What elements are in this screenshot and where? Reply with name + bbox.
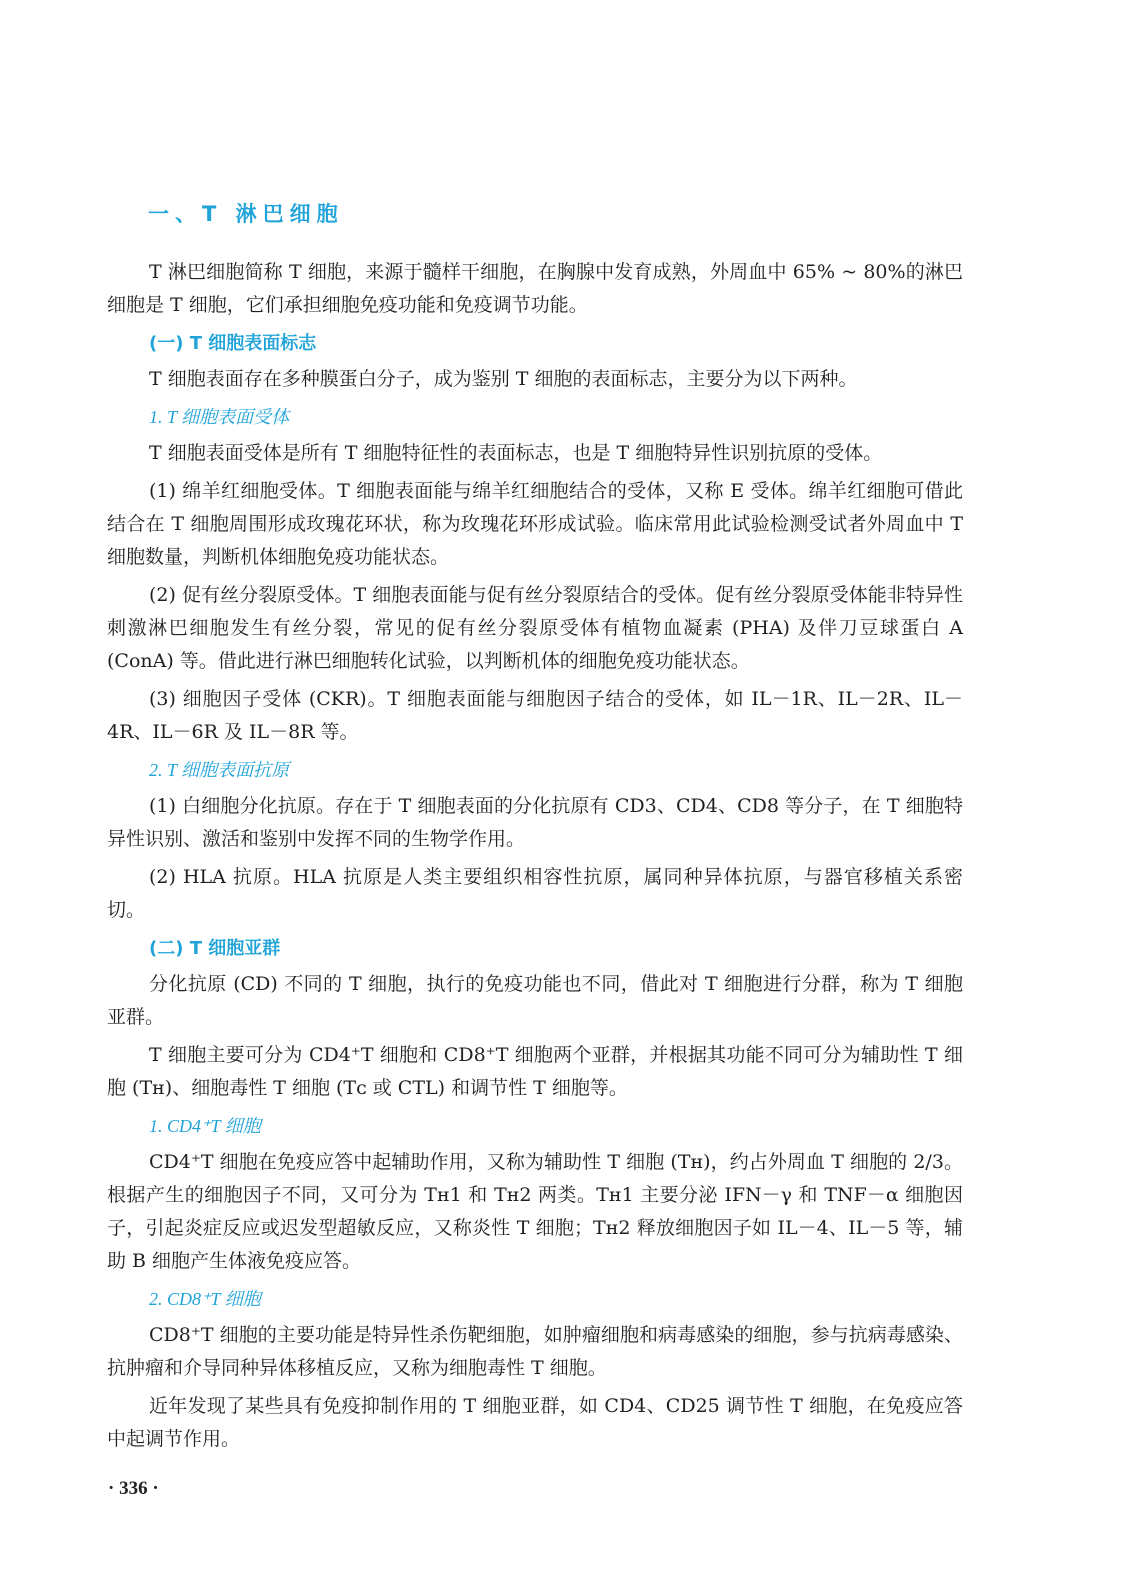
sub-subsection-heading: 2. CD8⁺T 细胞 — [149, 1289, 261, 1309]
paragraph: T 细胞表面存在多种膜蛋白分子，成为鉴别 T 细胞的表面标志，主要分为以下两种。 — [149, 368, 858, 390]
page-number: · 336 · — [108, 1478, 159, 1499]
paragraph: 近年发现了某些具有免疫抑制作用的 T 细胞亚群，如 CD4、CD25 调节性 T 细胞，在免疫应答中起调节作用。 — [107, 1395, 963, 1450]
sub-subsection-heading: 1. T 细胞表面受体 — [149, 407, 290, 427]
paragraph: CD4⁺T 细胞在免疫应答中起辅助作用，又称为辅助性 T 细胞 (Tʜ)，约占外周血 T 细胞的 2/3。根据产生的细胞因子不同，又可分为 Tʜ1 和 Tʜ2 两类。Tʜ1 主要分泌 IFN－γ 和 TNF－α 细胞因子，引起炎症反应或迟发型超敏反应，又称炎性 T 细胞；Tʜ2 释放细胞因子如 IL－4、IL－5 等，辅助 B 细胞产生体液免疫应答。 — [107, 1151, 963, 1272]
paragraph: (3) 细胞因子受体 (CKR)。T 细胞表面能与细胞因子结合的受体，如 IL－1R、IL－2R、IL－4R、IL－6R 及 IL－8R 等。 — [107, 688, 963, 743]
sub-subsection-heading: 2. T 细胞表面抗原 — [149, 760, 290, 780]
paragraph: (1) 白细胞分化抗原。存在于 T 细胞表面的分化抗原有 CD3、CD4、CD8 等分子，在 T 细胞特异性识别、激活和鉴别中发挥不同的生物学作用。 — [107, 795, 963, 850]
paragraph: (2) 促有丝分裂原受体。T 细胞表面能与促有丝分裂原结合的受体。促有丝分裂原受体能非特异性刺激淋巴细胞发生有丝分裂，常见的促有丝分裂原受体有植物血凝素 (PHA) 及伴刀豆球蛋白 A (ConA) 等。借此进行淋巴细胞转化试验，以判断机体的细胞免疫功能状态。 — [107, 584, 963, 672]
paragraph: T 细胞主要可分为 CD4⁺T 细胞和 CD8⁺T 细胞两个亚群，并根据其功能不同可分为辅助性 T 细胞 (Tʜ)、细胞毒性 T 细胞 (Tᴄ 或 CTL) 和调节性 T 细胞等。 — [107, 1044, 963, 1099]
paragraph: (2) HLA 抗原。HLA 抗原是人类主要组织相容性抗原，属同种异体抗原，与器官移植关系密切。 — [107, 866, 963, 921]
sub-subsection-heading: 1. CD4⁺T 细胞 — [149, 1116, 261, 1136]
subsection-heading: (二) T 细胞亚群 — [149, 938, 281, 959]
paragraph: T 淋巴细胞简称 T 细胞，来源于髓样干细胞，在胸腺中发育成熟，外周血中 65% ~ 80%的淋巴细胞是 T 细胞，它们承担细胞免疫功能和免疫调节功能。 — [107, 261, 963, 316]
body-text — [107, 256, 963, 1461]
paragraph: 分化抗原 (CD) 不同的 T 细胞，执行的免疫功能也不同，借此对 T 细胞进行分群，称为 T 细胞亚群。 — [107, 973, 963, 1028]
paragraph: (1) 绵羊红细胞受体。T 细胞表面能与绵羊红细胞结合的受体，又称 E 受体。绵羊红细胞可借此结合在 T 细胞周围形成玫瑰花环状，称为玫瑰花环形成试验。临床常用此试验检测受试者外周血中 T 细胞数量，判断机体细胞免疫功能状态。 — [107, 480, 963, 568]
paragraph: T 细胞表面受体是所有 T 细胞特征性的表面标志，也是 T 细胞特异性识别抗原的受体。 — [149, 442, 883, 464]
paragraph: CD8⁺T 细胞的主要功能是特异性杀伤靶细胞，如肿瘤细胞和病毒感染的细胞，参与抗病毒感染、抗肿瘤和介导同种异体移植反应，又称为细胞毒性 T 细胞。 — [107, 1324, 963, 1379]
subsection-heading: (一) T 细胞表面标志 — [149, 333, 317, 354]
section-title: 一、T 淋巴细胞 — [148, 202, 344, 226]
